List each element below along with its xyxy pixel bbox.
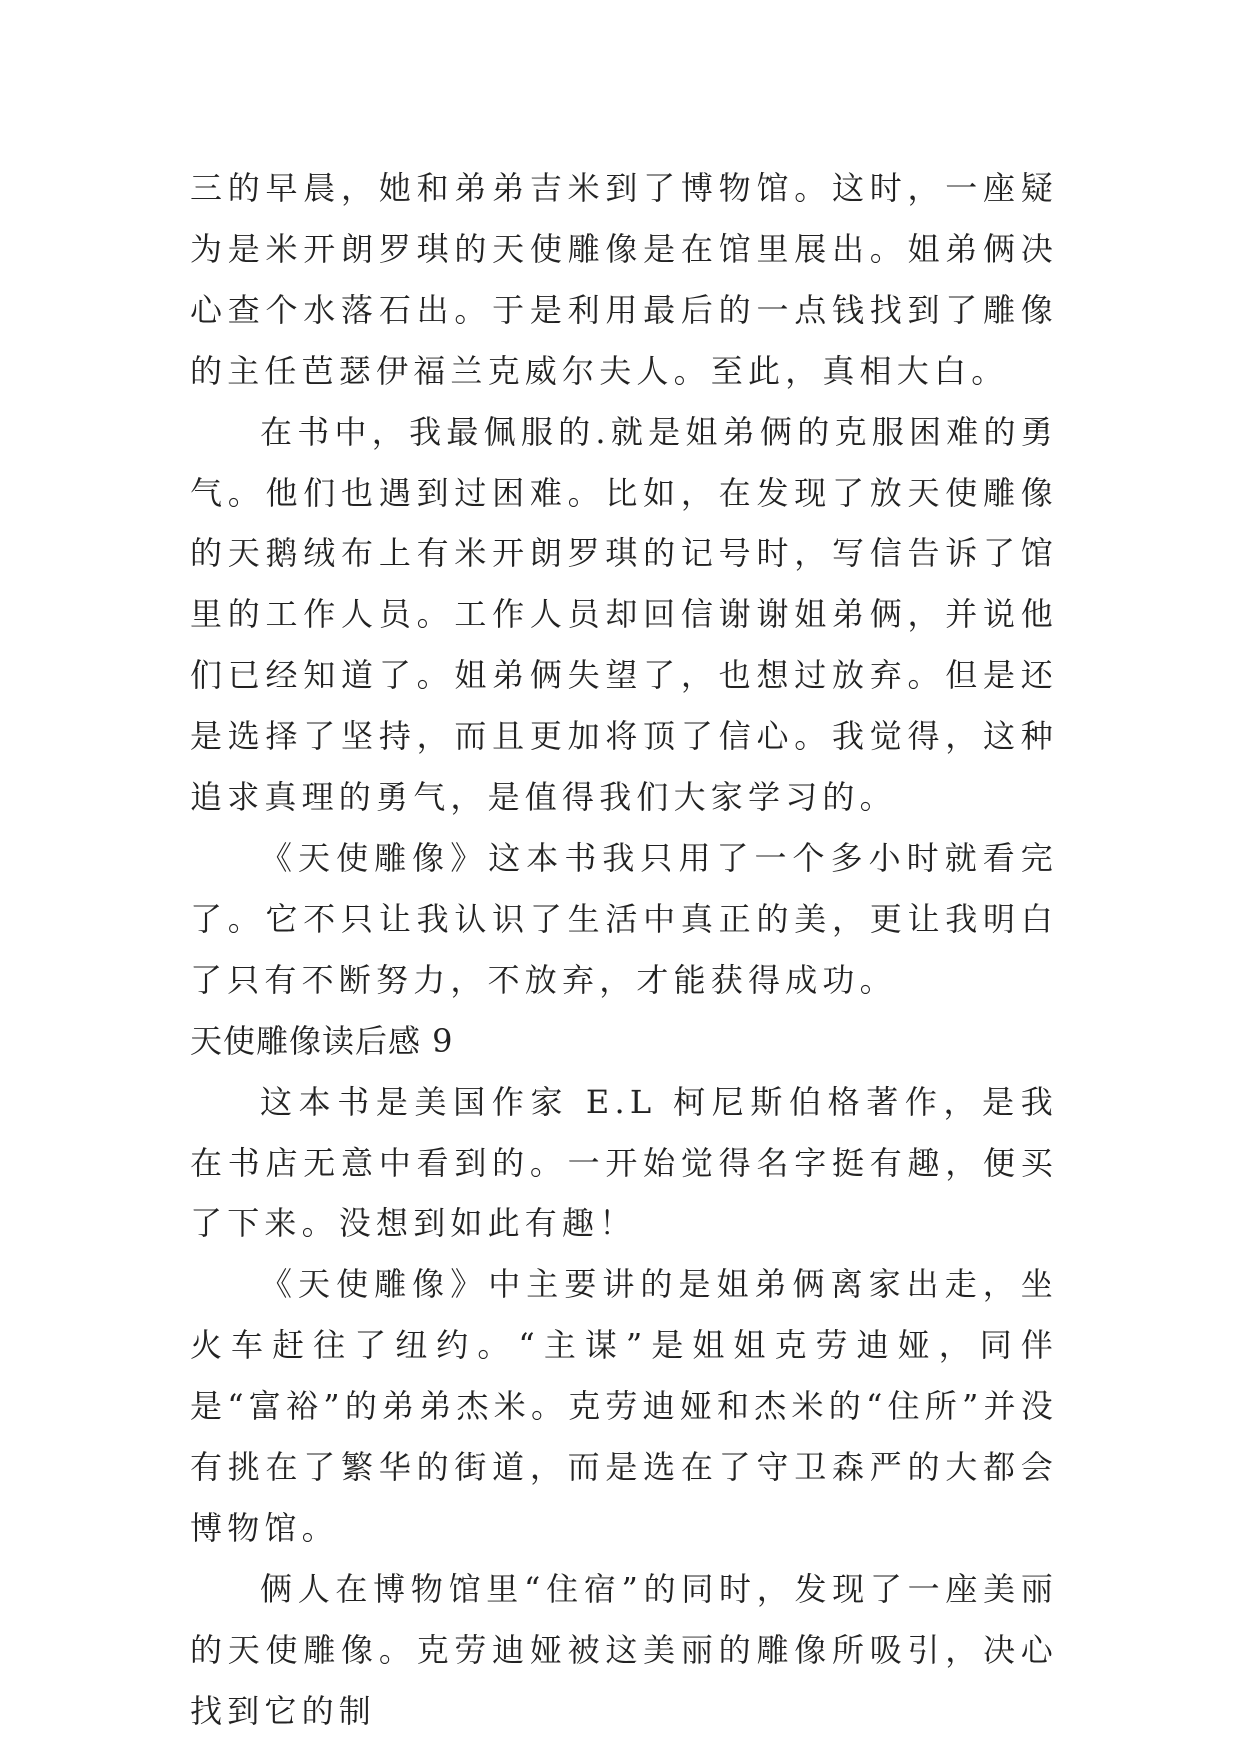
document-body [190, 158, 1058, 1742]
paragraph-discovery: 俩人在博物馆里“住宿”的同时，发现了一座美丽的天使雕像。克劳迪娅被这美丽的雕像所吸引，决心找到它的制 [190, 1569, 1058, 1730]
paragraph-summary: 《天使雕像》中主要讲的是姐弟俩离家出走，坐火车赶往了纽约。“主谋”是姐姐克劳迪娅，同伴是“富裕”的弟弟杰米。克劳迪娅和杰米的“住所”并没有挑在了繁华的街道，而是选在了守卫森严的大都会博物馆。 [190, 1265, 1058, 1547]
paragraph-conclusion: 《天使雕像》这本书我只用了一个多小时就看完了。它不只让我认识了生活中真正的美，更让我明白了只有不断努力，不放弃，才能获得成功。 [190, 838, 1058, 999]
paragraph-continuation: 三的早晨，她和弟弟吉米到了博物馆。这时，一座疑为是米开朗罗琪的天使雕像是在馆里展出。姐弟俩决心查个水落石出。于是利用最后的一点钱找到了雕像的主任芭瑟伊福兰克威尔夫人。至此，真相大白。 [190, 169, 1058, 390]
paragraph-courage: 在书中，我最佩服的.就是姐弟俩的克服困难的勇气。他们也遇到过困难。比如，在发现了放天使雕像的天鹅绒布上有米开朗罗琪的记号时，写信告诉了馆里的工作人员。工作人员却回信谢谢姐弟俩，并说他们已经知道了。姐弟俩失望了，也想过放弃。但是还是选择了坚持，而且更加将顶了信心。我觉得，这种追求真理的勇气，是值得我们大家学习的。 [190, 412, 1058, 817]
paragraph-intro: 这本书是美国作家 E.L 柯尼斯伯格著作，是我在书店无意中看到的。一开始觉得名字挺有趣，便买了下来。没想到如此有趣！ [190, 1082, 1058, 1243]
section-heading: 天使雕像读后感 9 [190, 1021, 454, 1060]
